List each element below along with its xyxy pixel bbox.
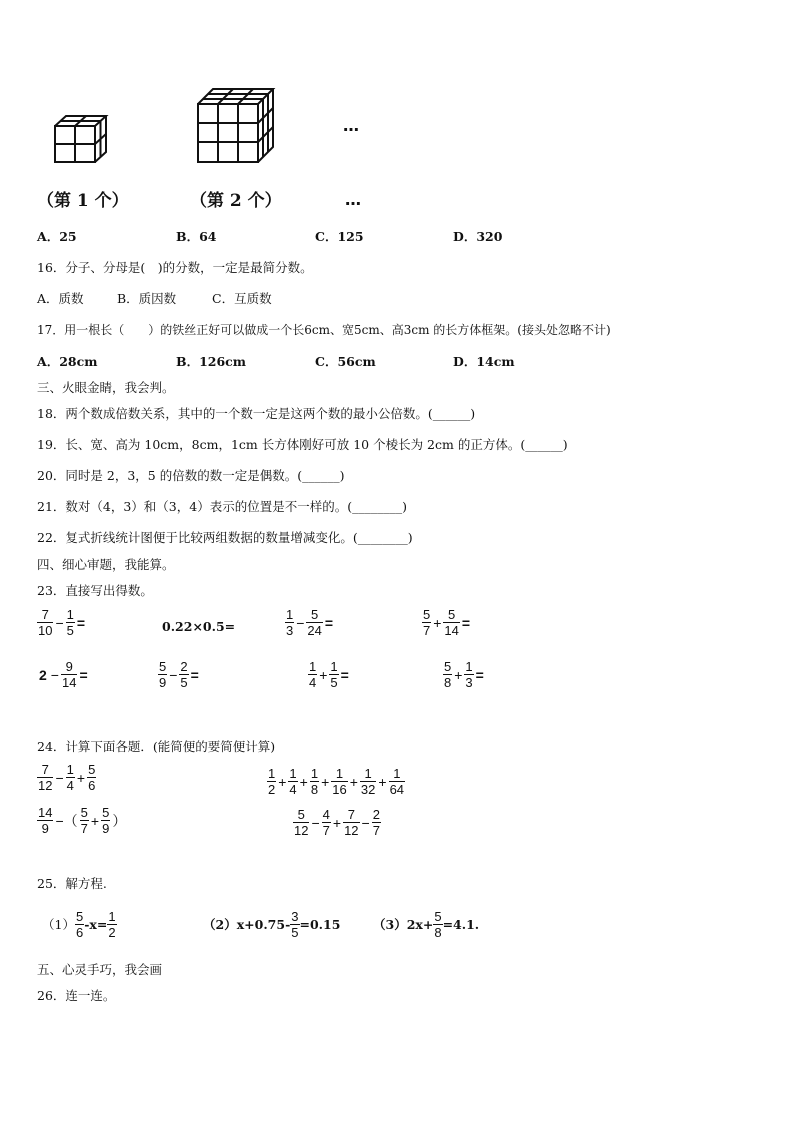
q16-option-a: A．质数	[37, 291, 84, 306]
q24-item-c: $\frac{14}{9}$ −（ $\frac{5}{7}$ + $\frac{5}{9}$ ）	[38, 805, 127, 836]
q25-item-1: （1） $\frac{5}{6}$ -x= $\frac{1}{2}$	[42, 909, 116, 940]
q17-stem: 17．用一根长（ ）的铁丝正好可以做成一个长6cm、宽5cm、高3cm 的长方体框架。(接头处忽略不计)	[37, 323, 611, 337]
q23-item-b: 0.22×0.5=	[162, 619, 236, 634]
q25-item-2: （2）x+0.75- $\frac{3}{5}$ =0.15	[203, 909, 341, 940]
q22: 22．复式折线统计图便于比较两组数据的数量增减变化。(________)	[37, 530, 413, 545]
q17-option-c: C．56cm	[315, 354, 376, 369]
section-4-heading: 四、细心审题，我能算。	[37, 557, 175, 572]
q15-option-d: D．320	[453, 229, 503, 244]
q23-item-d: $\frac{5}{7}$ + $\frac{5}{14}$ =	[423, 607, 471, 638]
q25-stem: 25．解方程.	[37, 876, 107, 891]
ellipsis-top: …	[343, 116, 360, 135]
q24-item-b: $\frac{1}{2}$ + $\frac{1}{4}$ + $\frac{1}{8}$ + $\frac{1}{16}$ + $\frac{1}{32}$ + $\frac{1}{64}$	[268, 766, 405, 797]
q25-item-3: （3）2x+ $\frac{5}{8}$ =4.1.	[373, 909, 480, 940]
q15-option-b: B．64	[176, 229, 217, 244]
q26-stem: 26．连一连。	[37, 988, 116, 1003]
q16-stem: 16．分子、分母是( )的分数，一定是最简分数。	[37, 260, 313, 275]
section-5-heading: 五、心灵手巧，我会画	[37, 962, 163, 977]
q23-item-h: $\frac{5}{8}$ + $\frac{1}{3}$ =	[444, 659, 484, 690]
q24-item-d: $\frac{5}{12}$ − $\frac{4}{7}$ + $\frac{7}{12}$ − $\frac{2}{7}$	[294, 807, 380, 838]
q23-item-g: $\frac{1}{4}$ + $\frac{1}{5}$ =	[309, 659, 349, 690]
q24-stem: 24．计算下面各题．(能简便的要简便计算)	[37, 739, 276, 754]
q17-option-d: D．14cm	[453, 354, 515, 369]
cube-figure-2	[195, 86, 277, 166]
q16-option-c: C．互质数	[212, 291, 272, 306]
q23-stem: 23．直接写出得数。	[37, 583, 153, 598]
q23-item-c: $\frac{1}{3}$ − $\frac{5}{24}$ =	[286, 607, 334, 638]
q20: 20．同时是 2，3，5 的倍数的数一定是偶数。(______)	[37, 468, 345, 483]
caption-figure-1: （第 1 个）	[37, 191, 129, 211]
q23-item-e: 2 − $\frac{9}{14}$ =	[39, 659, 88, 690]
cube-figure-1	[52, 112, 110, 166]
q17-option-a: A．28cm	[37, 354, 98, 369]
q24-item-a: $\frac{7}{12}$ − $\frac{1}{4}$ + $\frac{5}{6}$	[38, 762, 96, 793]
q21: 21．数对（4，3）和（3，4）表示的位置是不一样的。(________)	[37, 499, 407, 514]
q16-option-b: B．质因数	[117, 291, 177, 306]
section-3-heading: 三、火眼金睛，我会判。	[37, 380, 175, 395]
q23-item-a: $\frac{7}{10}$ − $\frac{1}{5}$ =	[38, 607, 86, 638]
q15-option-c: C．125	[315, 229, 364, 244]
caption-figure-2: （第 2 个）	[190, 191, 282, 211]
q18: 18．两个数成倍数关系，其中的一个数一定是这两个数的最小公倍数。(______)	[37, 406, 476, 421]
q17-option-b: B．126cm	[176, 354, 246, 369]
q19: 19．长、宽、高为 10cm，8cm，1cm 长方体刚好可放 10 个棱长为 2cm 的正方体。(______)	[37, 437, 568, 452]
ellipsis-bottom: …	[345, 190, 362, 209]
q23-item-f: $\frac{5}{9}$ − $\frac{2}{5}$ =	[159, 659, 199, 690]
q15-option-a: A．25	[37, 229, 77, 244]
